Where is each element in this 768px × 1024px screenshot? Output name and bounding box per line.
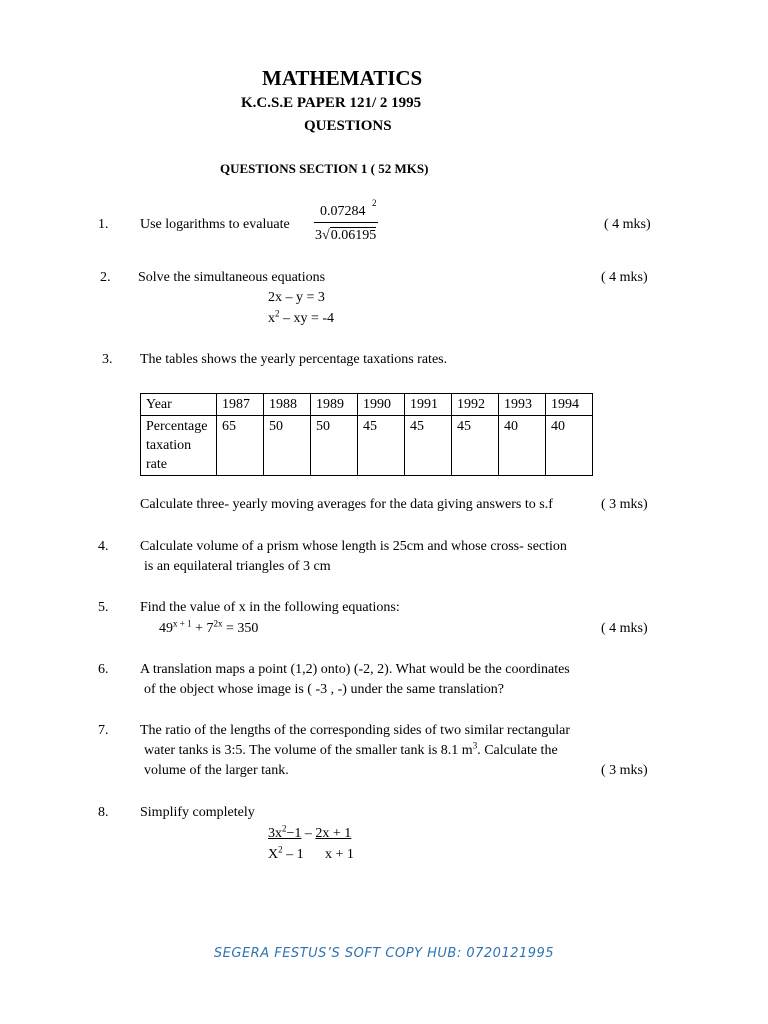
q4-number: 4. (98, 539, 109, 554)
table-cell-rate: 65 (217, 416, 264, 476)
page-subtitle: QUESTIONS (304, 118, 392, 134)
table-cell-year: 1993 (499, 394, 546, 416)
q8-text: Simplify completely (140, 805, 255, 820)
q5-exp-a: x + 1 (173, 618, 192, 629)
section-heading: QUESTIONS SECTION 1 ( 52 MKS) (220, 161, 429, 176)
q7-line-2-exp: 3 (472, 740, 478, 751)
table-cell-year: 1990 (358, 394, 405, 416)
q8-minus: – (301, 826, 316, 841)
q1-text: Use logarithms to evaluate (140, 217, 290, 232)
table-cell-rate: 45 (405, 416, 452, 476)
q1-numerator-value: 0.07284 (320, 204, 366, 219)
q1-fraction-bar (314, 222, 378, 223)
q7-line-2 (144, 740, 558, 760)
q8-denominator-2: x + 1 (325, 847, 354, 862)
q1-power: 2 (372, 198, 377, 208)
table-row-year (141, 394, 593, 416)
q2-marks: ( 4 mks) (601, 270, 648, 285)
q2-eq2-exp: 2 (275, 308, 280, 319)
q3-marks: ( 3 mks) (601, 497, 648, 512)
footer-credit: SEGERA FESTUS’S SOFT COPY HUB: 0720121995 (213, 946, 555, 961)
q1-radicand: 0.06195 (330, 228, 377, 243)
q8-numerators (268, 823, 352, 843)
q4-line-2: is an equilateral triangles of 3 cm (144, 559, 331, 574)
table-cell-rate: 45 (452, 416, 499, 476)
q5-marks: ( 4 mks) (601, 621, 648, 636)
rate-label-line: taxation (146, 438, 192, 453)
table-cell-year: 1992 (452, 394, 499, 416)
q7-marks: ( 3 mks) (601, 763, 648, 778)
q5-eq-c: = 350 (222, 621, 259, 636)
q8-d1-a: X (268, 847, 279, 862)
q8-numerator-2: 2x + 1 (315, 826, 352, 841)
q7-line-3: volume of the larger tank. (144, 763, 289, 778)
taxation-table (140, 393, 593, 476)
q1-numerator (320, 198, 377, 221)
q1-root-index: 3 (315, 228, 322, 243)
q5-eq-b: + 7 (191, 621, 214, 636)
q1-denominator (315, 228, 376, 245)
q3-number: 3. (102, 352, 113, 367)
q5-eq-a: 49 (159, 621, 173, 636)
q6-line-2: of the object whose image is ( -3 , -) under the same translation? (144, 682, 504, 697)
q5-exp-b: 2x (213, 618, 223, 629)
page-title: MATHEMATICS (262, 66, 423, 90)
table-cell-rate: 40 (546, 416, 593, 476)
q4-line-1: Calculate volume of a prism whose length is 25cm and whose cross- section (140, 539, 567, 554)
q3-text: The tables shows the yearly percentage taxations rates. (140, 352, 448, 367)
table-cell-rate: 45 (358, 416, 405, 476)
table-cell-rate: 40 (499, 416, 546, 476)
rate-label-line: rate (146, 457, 167, 472)
q2-eq2-base: x (268, 311, 275, 326)
table-cell-year: 1988 (264, 394, 311, 416)
paper-code: K.C.S.E PAPER 121/ 2 1995 (241, 95, 422, 111)
q2-equation-2 (268, 308, 335, 328)
table-cell-year: 1994 (546, 394, 593, 416)
table-row-rate (141, 416, 593, 476)
q8-denominator-1 (268, 844, 304, 864)
table-cell-year: 1989 (311, 394, 358, 416)
q5-text: Find the value of x in the following equations: (140, 600, 400, 615)
q8-numerator-1 (268, 823, 302, 841)
q8-number: 8. (98, 805, 109, 820)
q3-instruction: Calculate three- yearly moving averages for the data giving answers to s.f (140, 497, 553, 512)
q8-d1-exp: 2 (278, 844, 283, 855)
q2-eq2-rest: – xy = -4 (279, 311, 335, 326)
q7-line-1: The ratio of the lengths of the corresponding sides of two similar rectangular (140, 723, 570, 738)
q1-marks: ( 4 mks) (604, 217, 651, 232)
table-cell-rate-label (141, 416, 217, 476)
q2-number: 2. (100, 270, 111, 285)
table-cell-rate: 50 (264, 416, 311, 476)
table-cell-rate: 50 (311, 416, 358, 476)
q1-radical: √0.06195 (322, 228, 377, 243)
q2-equation-1: 2x – y = 3 (268, 290, 325, 305)
q5-number: 5. (98, 600, 109, 615)
q7-number: 7. (98, 723, 109, 738)
q5-equation (159, 618, 259, 638)
q8-n1-exp: 2 (282, 823, 287, 834)
table-cell-year: 1987 (217, 394, 264, 416)
q6-line-1: A translation maps a point (1,2) onto) (-2, 2). What would be the coordinates (140, 662, 570, 677)
q8-d1-b: – 1 (282, 847, 304, 862)
q8-n1-b: −1 (286, 826, 302, 841)
q2-text: Solve the simultaneous equations (138, 270, 326, 285)
rate-label-line: Percentage (146, 419, 208, 434)
table-cell-year-label: Year (141, 394, 217, 416)
table-cell-year: 1991 (405, 394, 452, 416)
q1-number: 1. (98, 217, 109, 232)
q7-line-2-b: . Calculate the (477, 743, 558, 758)
q6-number: 6. (98, 662, 109, 677)
q7-line-2-a: water tanks is 3:5. The volume of the smaller tank is 8.1 m (144, 743, 473, 758)
q8-n1-a: 3x (268, 826, 282, 841)
